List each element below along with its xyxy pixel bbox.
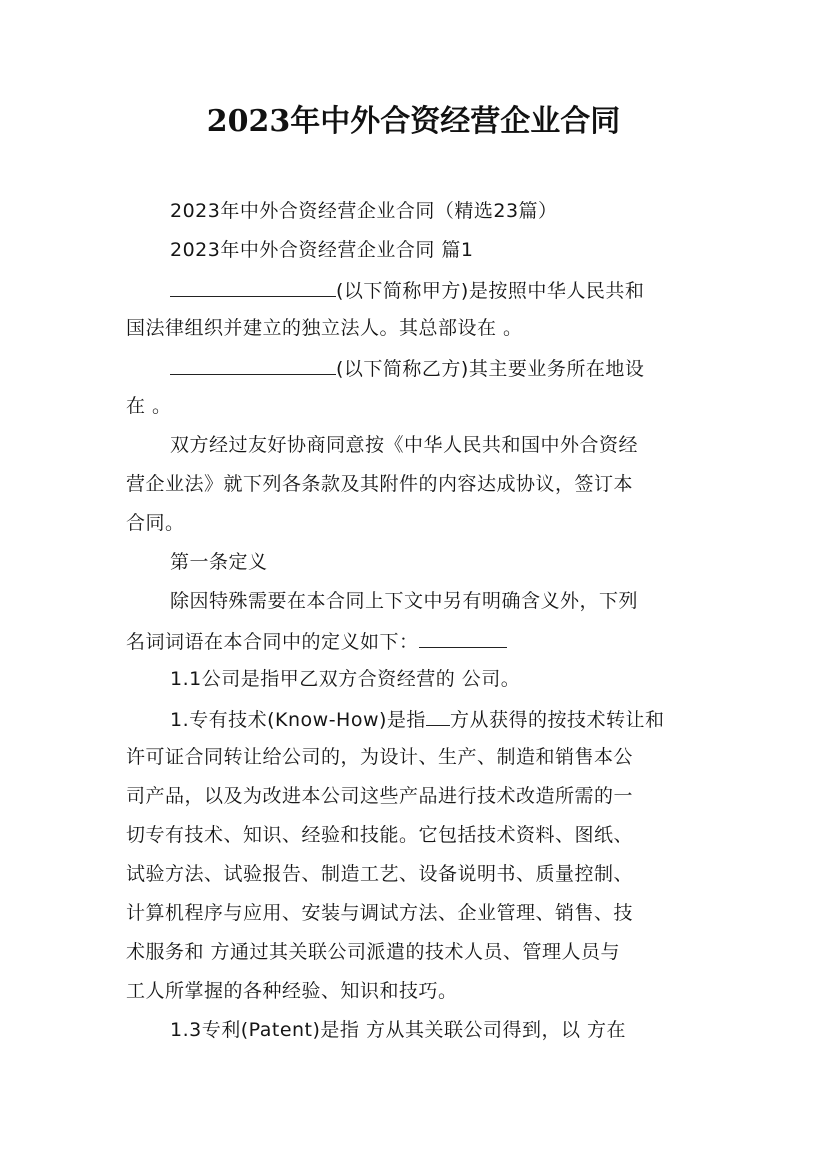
subtitle-line: 2023年中外合资经营企业合同（精选23篇） [170, 200, 558, 222]
party-b-blank [170, 352, 336, 375]
body-line: 除因特殊需要在本合同上下文中另有明确含义外，下列 [170, 590, 639, 612]
body-line: 许可证合同转让给公司的，为设计、生产、制造和销售本公 [126, 746, 634, 768]
know-how-line [170, 703, 664, 735]
body-line: 术服务和 方通过其关联公司派遣的技术人员、管理人员与 [126, 941, 621, 963]
definitions-line [126, 625, 507, 657]
body-line: 在 。 [126, 395, 172, 417]
document-title: 2023年中外合资经营企业合同 [206, 104, 621, 139]
party-a-blank [170, 274, 336, 297]
body-line: 双方经过友好协商同意按《中华人民共和国中外合资经 [170, 434, 639, 456]
definitions-text: 名词词语在本合同中的定义如下： [126, 631, 419, 653]
definitions-blank [419, 625, 507, 648]
know-how-blank [426, 703, 450, 726]
body-line: 计算机程序与应用、安装与调试方法、企业管理、销售、技 [126, 902, 634, 924]
body-line: 司产品，以及为改进本公司这些产品进行技术改造所需的一 [126, 785, 634, 807]
section-heading: 2023年中外合资经营企业合同 篇1 [170, 239, 474, 261]
body-line: 切专有技术、知识、经验和技能。它包括技术资料、图纸、 [126, 824, 634, 846]
body-line: 国法律组织并建立的独立法人。其总部设在 。 [126, 317, 523, 339]
party-a-text: (以下简称甲方)是按照中华人民共和 [336, 280, 645, 302]
body-line: 工人所掌握的各种经验、知识和技巧。 [126, 980, 458, 1002]
party-a-line [170, 274, 644, 306]
body-line: 试验方法、试验报告、制造工艺、设备说明书、质量控制、 [126, 863, 634, 885]
patent-clause-line: 1.3专利(Patent)是指 方从其关联公司得到，以 方在 [170, 1019, 626, 1041]
party-b-text: (以下简称乙方)其主要业务所在地设 [336, 358, 645, 380]
party-b-line [170, 352, 644, 384]
article-heading: 第一条定义 [170, 551, 268, 573]
body-line: 合同。 [126, 512, 185, 534]
know-how-text-end: 方从获得的按技术转让和 [449, 709, 665, 731]
clause-line: 1.1公司是指甲乙双方合资经营的 公司。 [170, 668, 521, 690]
body-line: 营企业法》就下列各条款及其附件的内容达成协议，签订本 [126, 473, 634, 495]
know-how-text-start: 1.专有技术(Know-How)是指 [170, 709, 426, 731]
